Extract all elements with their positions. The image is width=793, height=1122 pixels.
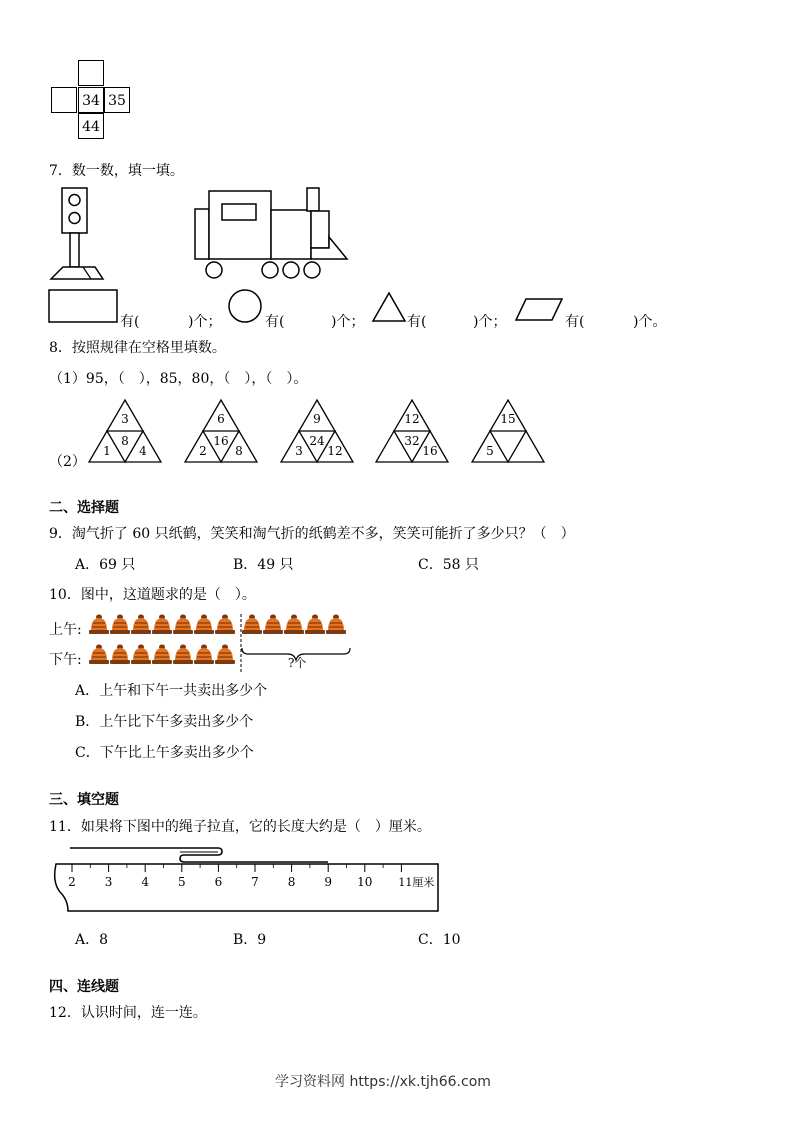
- question-10-option-c[interactable]: C．下午比上午多卖出多少个: [75, 745, 254, 761]
- question-12-text: 12．认识时间，连一连。: [49, 1005, 207, 1021]
- question-10-option-a[interactable]: A．上午和下午一共卖出多少个: [75, 683, 268, 699]
- hat-icon: [152, 615, 172, 635]
- pattern-triangle: [470, 398, 546, 464]
- ruler-figure: [46, 842, 446, 914]
- hat-icon: [215, 645, 235, 665]
- hat-icon: [131, 615, 151, 635]
- section-2-title: 二、选择题: [49, 500, 119, 516]
- afternoon-label: 下午:: [49, 652, 82, 668]
- hat-icon: [131, 645, 151, 665]
- grid-cell: 34: [78, 87, 104, 113]
- question-10-option-b[interactable]: B．上午比下午多卖出多少个: [75, 714, 254, 730]
- section-4-title: 四、连线题: [49, 979, 119, 995]
- question-10-text: 10．图中，这道题求的是（ ）。: [49, 587, 256, 603]
- rectangle-shape-icon: [48, 289, 120, 325]
- grid-cell-blank: [51, 87, 77, 113]
- question-9-option-c[interactable]: C．58 只: [418, 557, 479, 573]
- train-figure: [190, 185, 350, 283]
- pattern-top-number: 3: [121, 412, 129, 426]
- answer-blank-triangle[interactable]: [427, 311, 472, 329]
- section-3-title: 三、填空题: [49, 792, 119, 808]
- fill-prefix: 有(: [407, 314, 427, 330]
- pattern-right-number: 12: [327, 444, 343, 458]
- ruler-label: 10: [357, 875, 373, 889]
- fill-suffix: )个；: [473, 314, 507, 330]
- parallelogram-shape-icon: [514, 297, 564, 323]
- question-11-option-b[interactable]: B．9: [233, 932, 267, 948]
- answer-blank-rectangle[interactable]: [140, 311, 188, 329]
- ruler-label: 4: [141, 875, 150, 889]
- pattern-triangle: [183, 398, 259, 464]
- grid-cell: 44: [78, 113, 104, 139]
- ruler-label: 9: [324, 875, 333, 889]
- pattern-center-number: 16: [213, 434, 229, 448]
- ruler-label: 11厘米: [398, 876, 435, 889]
- pattern-right-number: 4: [139, 444, 147, 458]
- question-11-text: 11．如果将下图中的绳子拉直，它的长度大约是（ ）厘米。: [49, 819, 431, 835]
- hat-icon: [152, 645, 172, 665]
- hat-icon: [194, 645, 214, 665]
- hat-icon: [194, 615, 214, 635]
- ruler-label: 7: [251, 875, 259, 889]
- hat-icon: [215, 615, 235, 635]
- brace-label: ?个: [288, 656, 307, 670]
- fill-prefix: 有(: [565, 314, 585, 330]
- hat-icon: [110, 615, 130, 635]
- grid-cell: 35: [104, 87, 130, 113]
- pattern-triangle: [279, 398, 355, 464]
- pattern-center-number: 24: [309, 434, 325, 448]
- pattern-top-number: 6: [217, 412, 225, 426]
- fill-suffix: )个；: [331, 314, 365, 330]
- question-11-option-c[interactable]: C．10: [418, 932, 461, 948]
- hat-icon: [110, 645, 130, 665]
- pattern-right-number: 8: [235, 444, 243, 458]
- question-11-option-a[interactable]: A．8: [75, 932, 109, 948]
- hat-icon: [173, 615, 193, 635]
- question-9-option-a[interactable]: A．69 只: [75, 557, 136, 573]
- footer-watermark: 学习资料网 https://xk.tjh66.com: [275, 1074, 491, 1090]
- ruler-label: 5: [177, 875, 186, 889]
- question-8-part-2-label: （2）: [49, 454, 86, 470]
- fill-prefix: 有(: [265, 314, 285, 330]
- hat-icon: [89, 645, 109, 665]
- pattern-left-number: 5: [486, 444, 494, 458]
- pattern-left-number: 3: [295, 444, 303, 458]
- pattern-center-number: 32: [404, 434, 420, 448]
- ruler-label: 6: [214, 875, 223, 889]
- afternoon-hats-row: [89, 643, 249, 669]
- pattern-right-number: 16: [422, 444, 438, 458]
- pattern-top-number: 12: [404, 412, 420, 426]
- triangle-shape-icon: [370, 291, 408, 323]
- ruler-label: 8: [287, 875, 296, 889]
- question-8-text: 8．按照规律在空格里填数。: [49, 340, 226, 356]
- grid-cell-blank: [78, 60, 104, 86]
- pattern-top-number: 15: [500, 412, 516, 426]
- question-7-text: 7．数一数，填一填。: [49, 163, 184, 179]
- hat-icon: [89, 615, 109, 635]
- hat-icon: [173, 645, 193, 665]
- pattern-center-number: 8: [121, 434, 129, 448]
- pattern-top-number: 9: [313, 412, 321, 426]
- fill-suffix: )个；: [188, 314, 222, 330]
- answer-blank-parallelogram[interactable]: [585, 311, 633, 329]
- ruler-label: 3: [104, 875, 113, 889]
- answer-blank-circle[interactable]: [285, 311, 330, 329]
- question-9-option-b[interactable]: B．49 只: [233, 557, 294, 573]
- ruler-label: 2: [68, 875, 76, 889]
- question-8-part-1: （1）95，（ ），85，80，（ ），（ ）。: [49, 371, 308, 387]
- fill-prefix: 有(: [120, 314, 140, 330]
- pattern-left-number: 2: [199, 444, 207, 458]
- pattern-triangle: [87, 398, 163, 464]
- pattern-triangle: [374, 398, 450, 464]
- morning-label: 上午:: [49, 622, 82, 638]
- circle-shape-icon: [226, 287, 264, 325]
- question-9-text: 9．淘气折了 60 只纸鹤，笑笑和淘气折的纸鹤差不多，笑笑可能折了多少只？（ ）: [49, 526, 575, 542]
- fill-suffix-end: )个。: [633, 314, 667, 330]
- traffic-light-figure: [45, 185, 107, 285]
- pattern-left-number: 1: [103, 444, 111, 458]
